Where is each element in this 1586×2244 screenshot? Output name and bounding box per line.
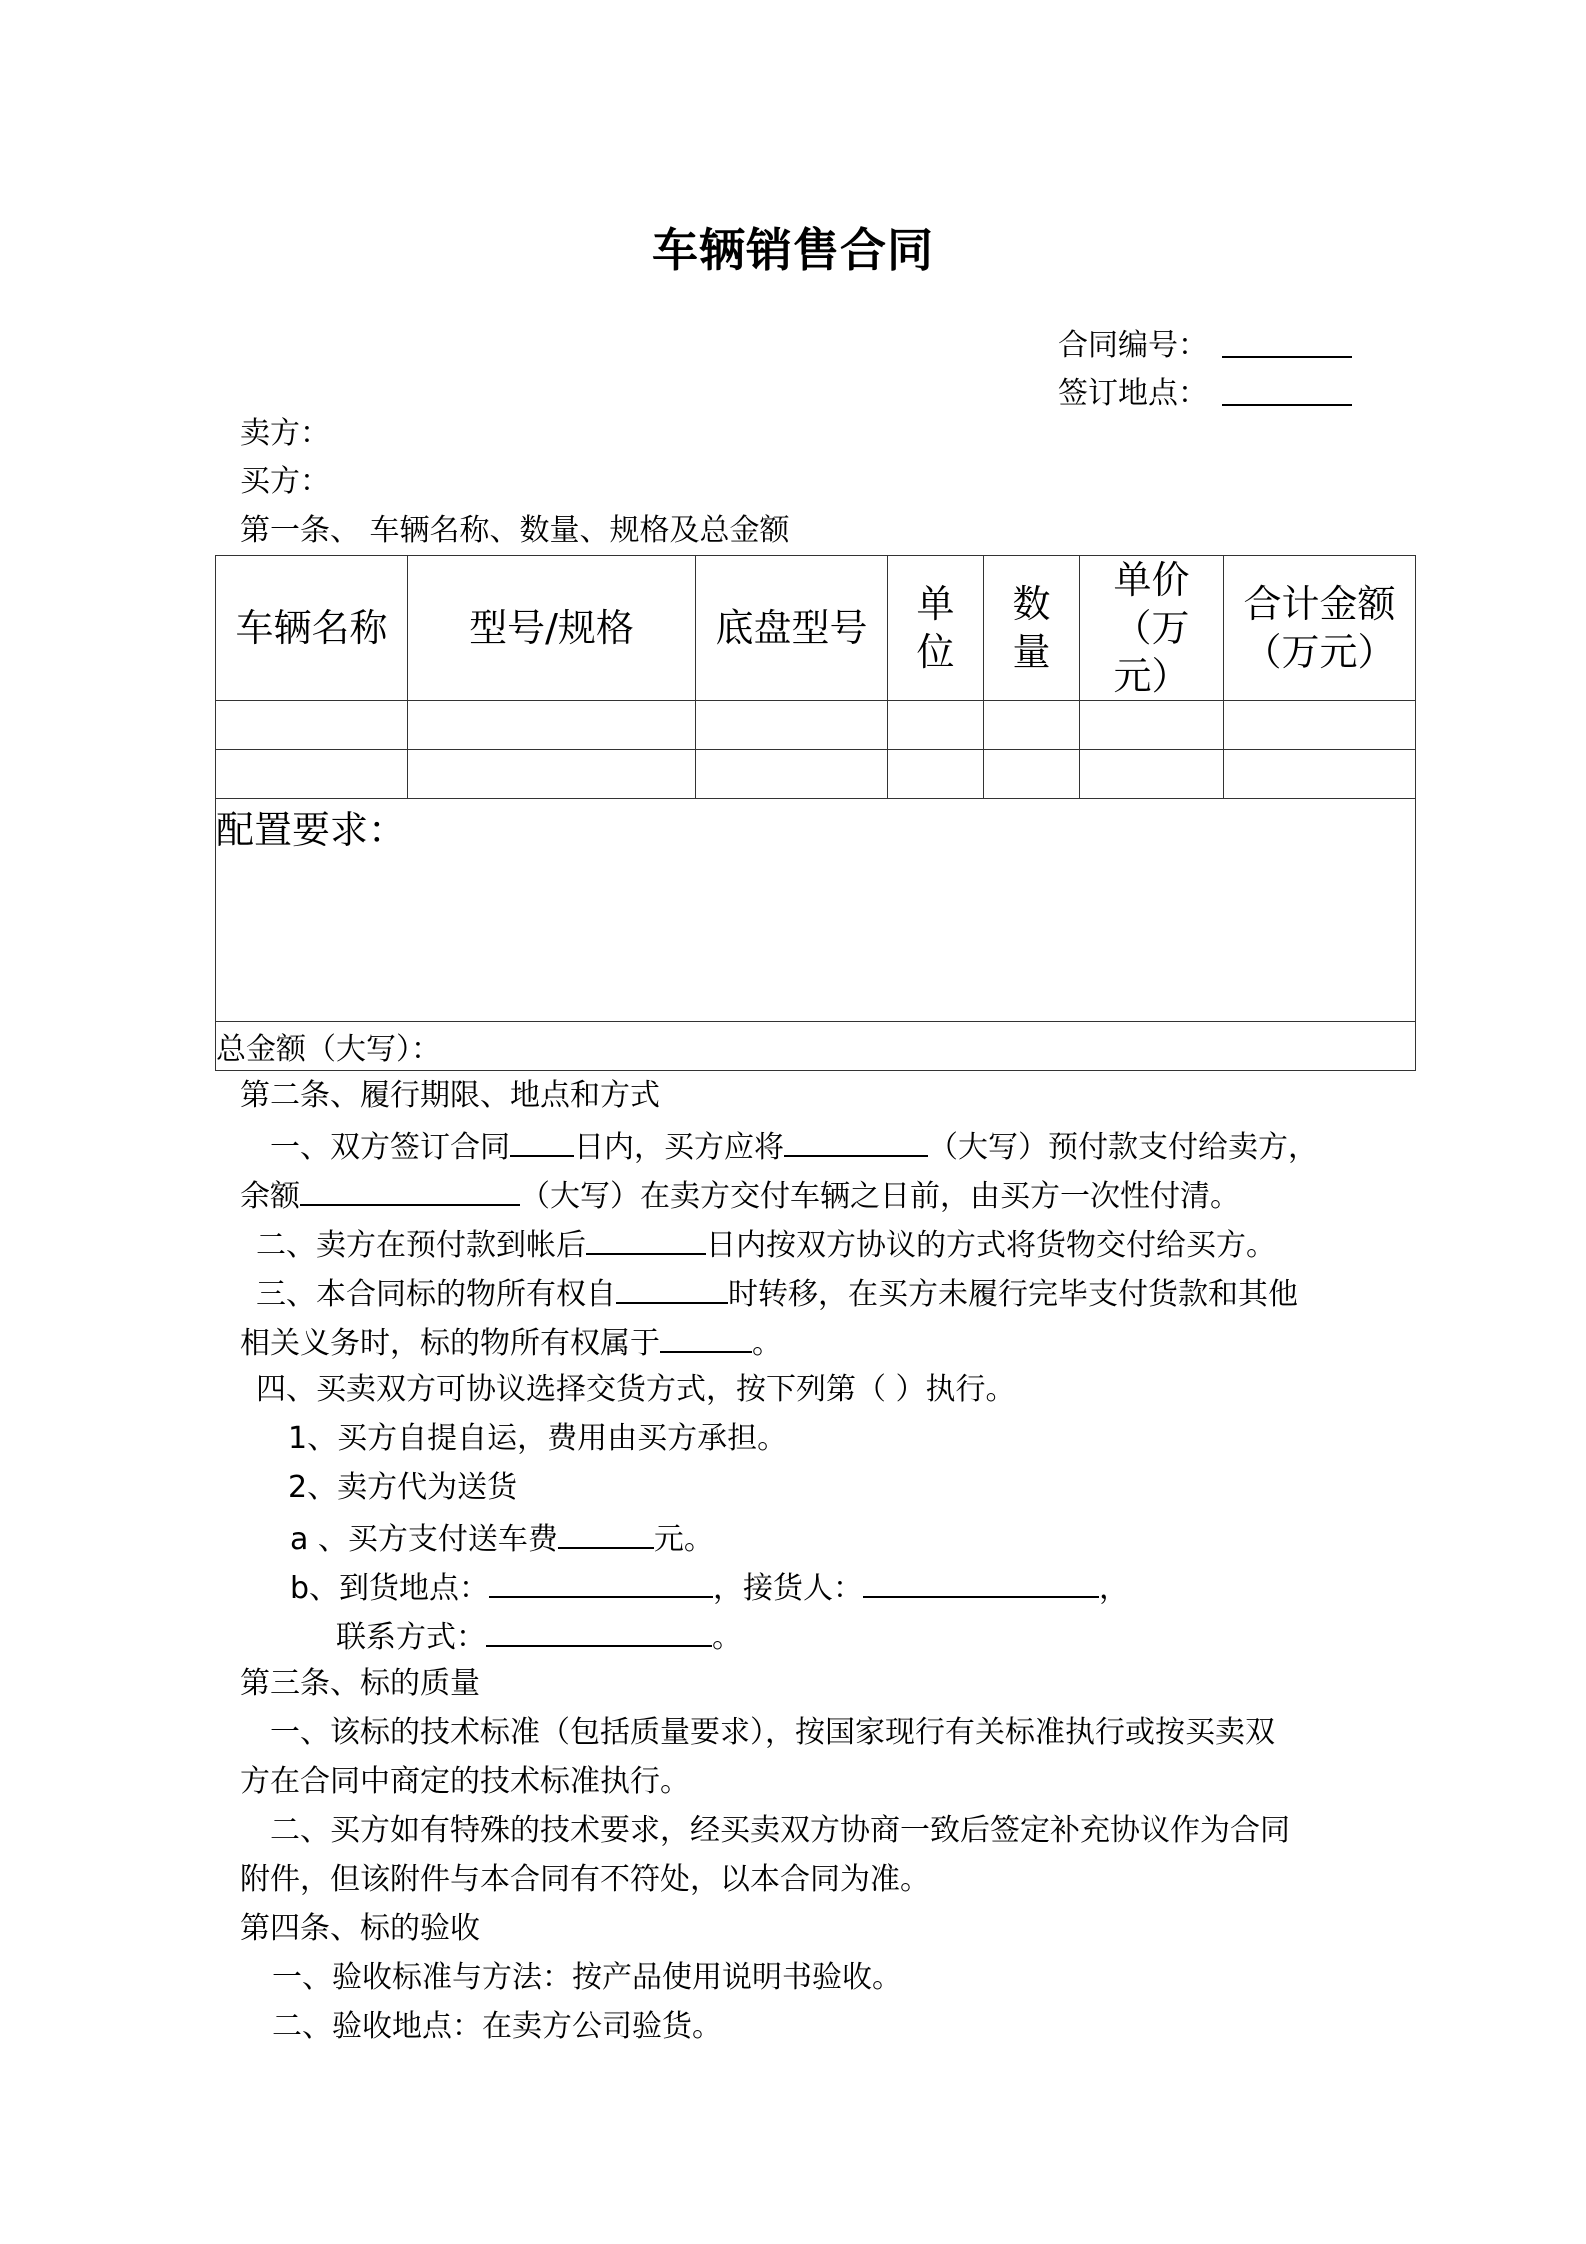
sign-days-blank[interactable]: [510, 1127, 574, 1157]
article2-heading: 第二条、履行期限、地点和方式: [240, 1078, 660, 1113]
total-amount-cell[interactable]: [216, 1022, 1416, 1071]
table-cell[interactable]: [408, 750, 696, 799]
header-quantity: 数 量: [984, 556, 1080, 701]
article3-line1: 一、该标的技术标准（包括质量要求），按国家现行有关标准执行或按买卖双: [270, 1715, 1275, 1750]
article2-line9: a 、买方支付送车费 元。: [290, 1519, 714, 1558]
config-requirements-cell[interactable]: [216, 799, 1416, 1022]
contract-number-label: 合同编号：: [1058, 328, 1208, 363]
table-row: [216, 750, 1416, 799]
article2-line8: 2、卖方代为送货: [288, 1470, 518, 1505]
header-vehicle-name: 车辆名称: [216, 556, 408, 701]
table-cell[interactable]: [696, 750, 888, 799]
header-model-spec: 型号/规格: [408, 556, 696, 701]
table-cell[interactable]: [216, 750, 408, 799]
article4-line1: 一、验收标准与方法：按产品使用说明书验收。: [272, 1960, 902, 1995]
table-cell[interactable]: [216, 701, 408, 750]
table-cell[interactable]: [984, 701, 1080, 750]
total-row: [216, 1022, 1416, 1071]
document-title: 车辆销售合同: [652, 223, 934, 277]
table-cell[interactable]: [1080, 701, 1224, 750]
article2-line5: 相关义务时，标的物所有权属于 。: [240, 1323, 782, 1362]
config-row: [216, 799, 1416, 1022]
table-cell[interactable]: [1224, 701, 1416, 750]
article2-line3: 二、卖方在预付款到帐后 日内按双方协议的方式将货物交付给买方。: [256, 1225, 1276, 1264]
table-cell[interactable]: [408, 701, 696, 750]
table-cell[interactable]: [1080, 750, 1224, 799]
article4-line2: 二、验收地点：在卖方公司验货。: [272, 2009, 722, 2044]
seller-label: 卖方：: [240, 416, 330, 451]
table-cell[interactable]: [984, 750, 1080, 799]
delivery-days-blank[interactable]: [586, 1225, 706, 1255]
total-label: 总金额（大写）：: [216, 1032, 441, 1067]
table-cell[interactable]: [1224, 750, 1416, 799]
article4-heading: 第四条、标的验收: [240, 1911, 480, 1946]
ownership-holder-blank[interactable]: [660, 1323, 752, 1353]
receiver-blank[interactable]: [863, 1568, 1099, 1598]
vehicle-spec-table: [215, 555, 1416, 1071]
article3-line3: 二、买方如有特殊的技术要求，经买卖双方协商一致后签定补充协议作为合同: [270, 1813, 1290, 1848]
config-label: 配置要求：: [216, 808, 407, 852]
article1-heading: 第一条、 车辆名称、数量、规格及总金额: [240, 513, 790, 548]
header-chassis-model: 底盘型号: [696, 556, 888, 701]
article3-line2: 方在合同中商定的技术标准执行。: [240, 1764, 690, 1799]
article3-line4: 附件，但该附件与本合同有不符处，以本合同为准。: [240, 1862, 930, 1897]
article3-heading: 第三条、标的质量: [240, 1666, 480, 1701]
prepayment-blank[interactable]: [784, 1127, 928, 1157]
contract-number-field[interactable]: [1222, 356, 1352, 358]
table-cell[interactable]: [888, 701, 984, 750]
article2-line2: 余额 （大写）在卖方交付车辆之日前，由买方一次性付清。: [240, 1176, 1240, 1215]
article2-line7: 1、买方自提自运，费用由买方承担。: [288, 1421, 788, 1456]
table-cell[interactable]: [696, 701, 888, 750]
header-unit-price: 单价 （万 元）: [1080, 556, 1224, 701]
article2-line1: 一、双方签订合同 日内，买方应将 （大写）预付款支付给卖方，: [270, 1127, 1318, 1166]
delivery-fee-blank[interactable]: [558, 1519, 654, 1549]
sign-place-label: 签订地点：: [1058, 376, 1208, 411]
article2-line4: 三、本合同标的物所有权自 时转移，在买方未履行完毕支付货款和其他: [256, 1274, 1298, 1313]
article2-line6: 四、买卖双方可协议选择交货方式，按下列第（ ）执行。: [256, 1372, 1016, 1407]
header-total-amount: 合计金额 （万元）: [1224, 556, 1416, 701]
table-cell[interactable]: [888, 750, 984, 799]
contact-blank[interactable]: [486, 1617, 712, 1647]
balance-blank[interactable]: [300, 1176, 520, 1206]
delivery-address-blank[interactable]: [489, 1568, 713, 1598]
article2-line10: b、到货地点： ，接货人： ，: [290, 1568, 1129, 1607]
sign-place-field[interactable]: [1222, 404, 1352, 406]
buyer-label: 买方：: [240, 464, 330, 499]
table-row: [216, 701, 1416, 750]
header-unit: 单 位: [888, 556, 984, 701]
ownership-transfer-blank[interactable]: [616, 1274, 728, 1304]
table-header-row: [216, 556, 1416, 701]
article2-line11: 联系方式： 。: [336, 1617, 742, 1656]
